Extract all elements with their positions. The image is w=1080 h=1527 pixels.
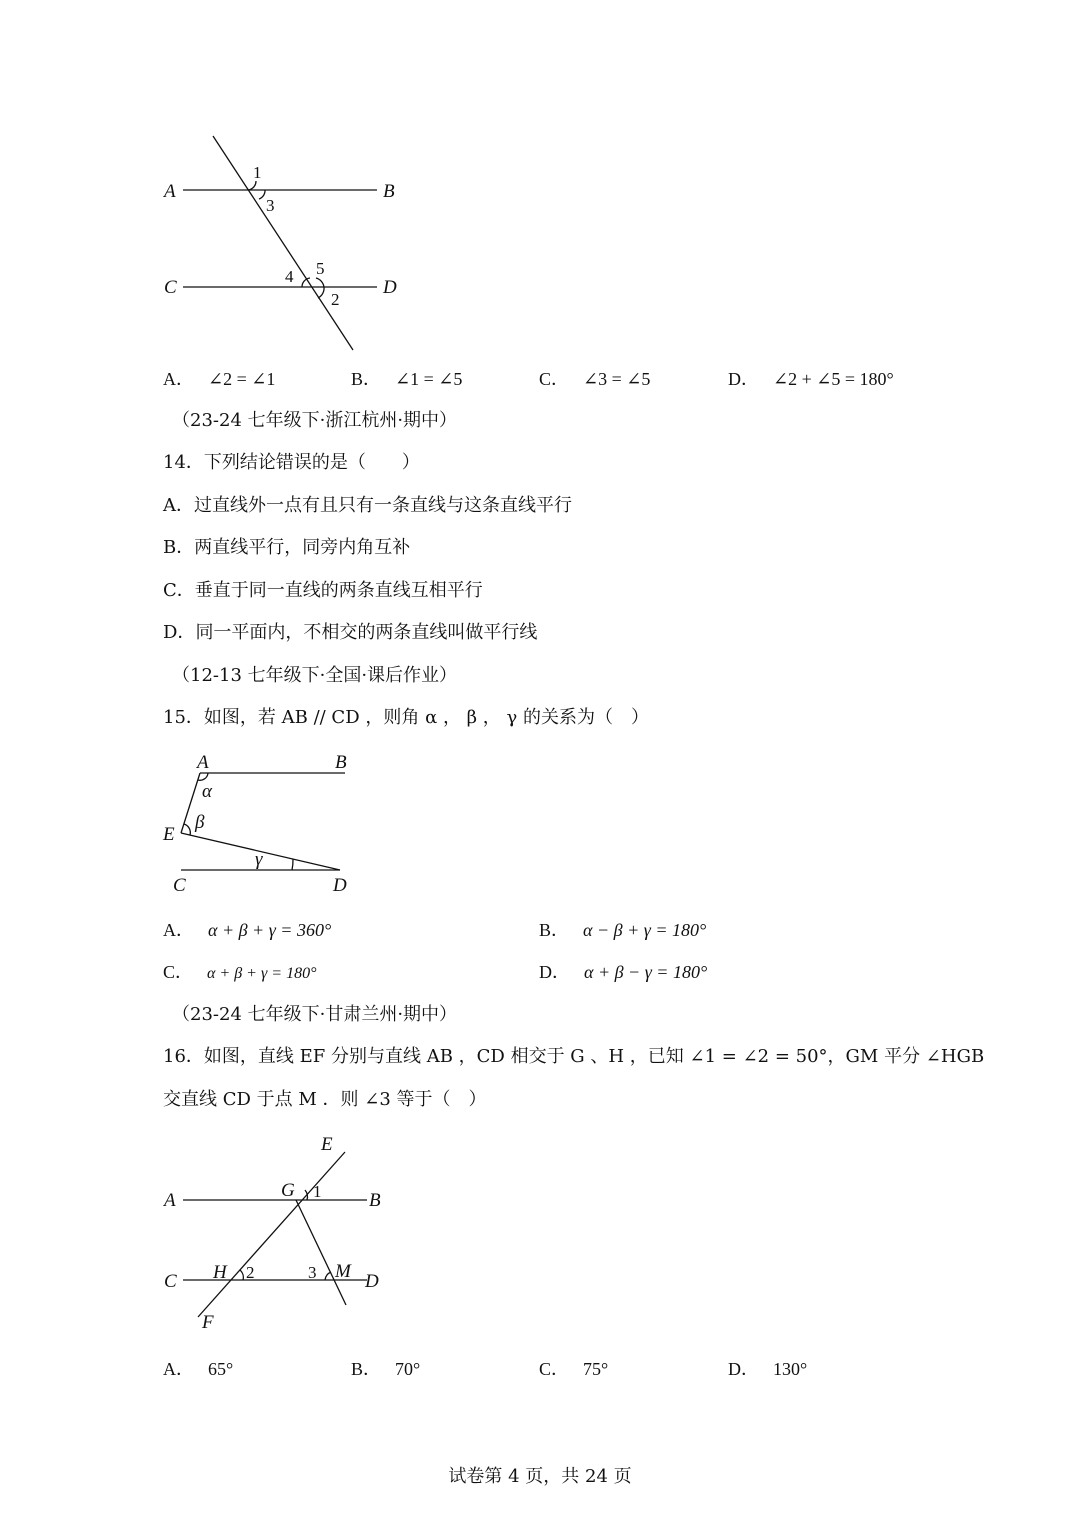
- option-text: 75°: [583, 1359, 609, 1379]
- option-key: C．: [163, 962, 194, 982]
- q15-source: （12-13 七年级下·全国·课后作业）: [172, 665, 458, 686]
- label-3: 3: [266, 196, 275, 215]
- option-text: 65°: [208, 1359, 234, 1379]
- q16-stem-line-1: 16．如图，直线 EF 分别与直线 AB ，CD 相交于 G 、H ，已知 ∠1 = ∠2 = 50°，GM 平分 ∠HGB: [163, 1046, 985, 1067]
- option-text: ∠1 = ∠5: [395, 369, 463, 389]
- q15-option-a[interactable]: [163, 918, 331, 942]
- angle-arc-2: [318, 287, 324, 298]
- q16-option-c[interactable]: [539, 1357, 608, 1381]
- q16-figure: [155, 1130, 405, 1335]
- q14-option-a[interactable]: [163, 494, 572, 518]
- q14-option-d[interactable]: [163, 621, 537, 645]
- label-c: C: [173, 875, 186, 896]
- q15-option-d[interactable]: [539, 960, 707, 984]
- option-text: α + β + γ = 180°: [207, 965, 317, 982]
- q15-option-c[interactable]: [163, 960, 316, 986]
- label-gamma: γ: [255, 849, 263, 870]
- label-b: B: [383, 181, 395, 202]
- option-text: ∠2 = ∠1: [208, 369, 276, 389]
- label-f: F: [202, 1312, 214, 1333]
- page-footer: 试卷第 4 页，共 24 页: [448, 1466, 632, 1487]
- q15-stem: 15．如图，若 AB // CD ，则角 α ， β ， γ 的关系为（ ）: [163, 707, 649, 728]
- option-key: B．: [163, 537, 195, 558]
- label-3: 3: [308, 1263, 317, 1282]
- option-key: C．: [163, 580, 195, 601]
- angle-arc-3: [259, 190, 265, 199]
- q16-stem-line-2: 交直线 CD 于点 M ．则 ∠3 等于（ ）: [163, 1089, 487, 1110]
- option-key: B．: [351, 369, 382, 389]
- option-text: ∠3 = ∠5: [583, 369, 651, 389]
- label-beta: β: [195, 812, 205, 833]
- option-text: 同一平面内，不相交的两条直线叫做平行线: [195, 622, 538, 643]
- option-text: ∠2 + ∠5 = 180°: [773, 369, 894, 389]
- label-alpha: α: [202, 781, 212, 802]
- q13-option-b[interactable]: [351, 367, 462, 391]
- q15-option-b[interactable]: [539, 918, 706, 942]
- label-5: 5: [316, 259, 325, 278]
- label-d: D: [333, 875, 347, 896]
- option-key: B．: [539, 920, 570, 940]
- label-2: 2: [246, 1263, 255, 1282]
- q14-stem: 14．下列结论错误的是（ ）: [163, 452, 420, 473]
- q13-option-d[interactable]: [728, 367, 894, 391]
- angle-arc-5: [316, 278, 324, 287]
- option-key: D．: [728, 369, 759, 389]
- angle-arc-gamma: [292, 859, 293, 870]
- label-4: 4: [285, 267, 294, 286]
- option-key: D．: [539, 962, 570, 982]
- label-b: B: [369, 1190, 381, 1211]
- q13-figure: [155, 130, 415, 360]
- option-key: A．: [163, 495, 194, 516]
- label-g: G: [281, 1180, 295, 1201]
- q14-option-c[interactable]: [163, 579, 483, 603]
- option-key: C．: [539, 1359, 570, 1379]
- angle-arc-2: [240, 1270, 243, 1280]
- option-key: B．: [351, 1359, 382, 1379]
- angle-arc-1: [248, 181, 256, 190]
- option-text: 垂直于同一直线的两条直线互相平行: [194, 580, 483, 601]
- line-ef: [198, 1152, 345, 1317]
- option-text: 130°: [773, 1359, 808, 1379]
- label-a: A: [197, 752, 209, 773]
- q14-source: （23-24 七年级下·浙江杭州·期中）: [172, 410, 458, 431]
- q15-figure: [155, 748, 375, 898]
- option-key: A．: [163, 369, 194, 389]
- label-a: A: [164, 1190, 176, 1211]
- option-text: 过直线外一点有且只有一条直线与这条直线平行: [194, 495, 572, 516]
- transversal: [213, 136, 353, 350]
- label-a: A: [164, 181, 176, 202]
- label-m: M: [335, 1261, 351, 1282]
- label-d: D: [365, 1271, 379, 1292]
- line-gm: [296, 1200, 346, 1305]
- option-key: D．: [163, 622, 196, 643]
- label-c: C: [164, 277, 177, 298]
- label-2: 2: [331, 290, 340, 309]
- option-text: 70°: [395, 1359, 421, 1379]
- label-1: 1: [253, 163, 262, 182]
- option-key: A．: [163, 1359, 194, 1379]
- option-text: 两直线平行，同旁内角互补: [194, 537, 411, 558]
- option-key: C．: [539, 369, 570, 389]
- option-text: α + β + γ = 360°: [208, 920, 332, 940]
- option-key: D．: [728, 1359, 759, 1379]
- label-e: E: [321, 1134, 333, 1155]
- label-1: 1: [313, 1182, 322, 1201]
- label-h: H: [213, 1262, 227, 1283]
- q14-option-b[interactable]: [163, 536, 410, 560]
- q16-option-b[interactable]: [351, 1357, 420, 1381]
- q13-option-a[interactable]: [163, 367, 275, 391]
- label-c: C: [164, 1271, 177, 1292]
- label-d: D: [383, 277, 397, 298]
- label-e: E: [163, 824, 175, 845]
- option-text: α − β + γ = 180°: [583, 920, 707, 940]
- q16-source: （23-24 七年级下·甘肃兰州·期中）: [172, 1004, 458, 1025]
- option-text: α + β − γ = 180°: [584, 962, 708, 982]
- label-b: B: [335, 752, 347, 773]
- q16-option-d[interactable]: [728, 1357, 807, 1381]
- q13-option-c[interactable]: [539, 367, 650, 391]
- option-key: A．: [163, 920, 194, 940]
- q16-option-a[interactable]: [163, 1357, 233, 1381]
- angle-arc-3: [325, 1272, 331, 1280]
